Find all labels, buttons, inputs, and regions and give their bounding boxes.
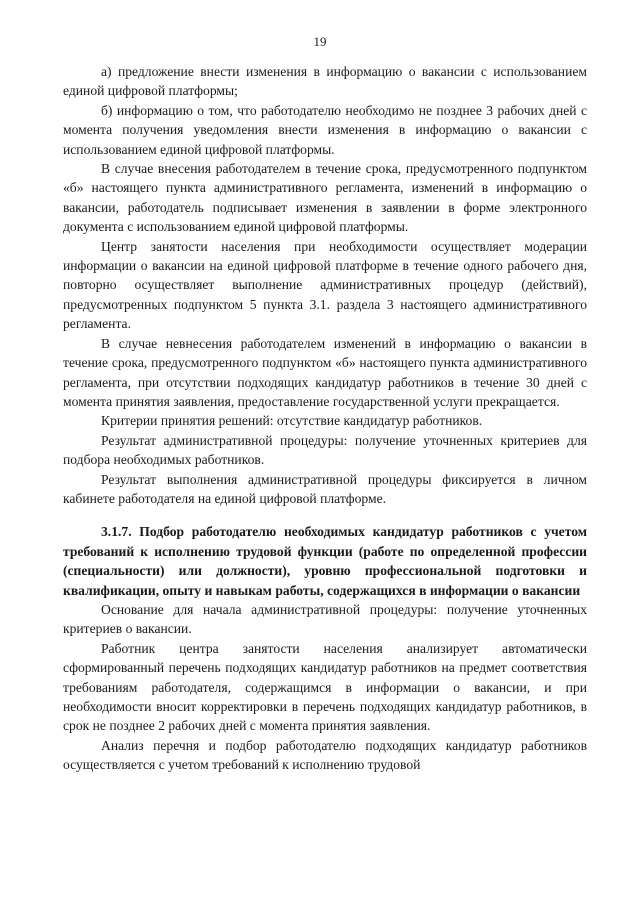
paragraph-changes-made: В случае внесения работодателем в течение срока, предусмотренного подпунктом «б» настоящего пункта административного регламента, изменений в информацию о вакансии, работодатель подписывает изменения в заявлении в форме электронного документа с использованием единой цифровой платформы. — [63, 161, 587, 235]
paragraph-moderation: Центр занятости населения при необходимости осуществляет модерации информации о вакансии на единой цифровой платформе в течение одного рабочего дня, повторно осуществляет выполнение административных процедур (действий), предусмотренных подпунктом 5 пункта 3.1. раздела 3 настоящего административного регламента. — [63, 238, 587, 332]
paragraph-procedure-result: Результат административной процедуры: получение уточненных критериев для подбора необходимых работников. — [63, 432, 587, 468]
paragraph-selection-criteria: Анализ перечня и подбор работодателю подходящих кандидатур работников осуществляется с учетом требований к исполнению трудовой — [63, 737, 587, 773]
paragraph-item-a: а) предложение внести изменения в информацию о вакансии с использованием единой цифровой платформы; — [63, 64, 587, 99]
paragraph-result-recording: Результат выполнения административной процедуры фиксируется в личном кабинете работодателя на единой цифровой платформе. — [63, 471, 587, 506]
paragraph-item-b: б) информацию о том, что работодателю необходимо не позднее 3 рабочих дней с момента получения уведомления внести изменения в информацию о вакансии с использованием единой цифровой платформы. — [63, 102, 587, 157]
section-heading: 3.1.7. Подбор работодателю необходимых кандидатур работников с учетом требований к исполнению трудовой функции (работе по определенной профессии (специальности) или должности), уровню профессиональной подготовки и квалификации, опыту и навыкам работы, содержащихся в информации о вакансии — [63, 524, 587, 598]
paragraph-candidate-analysis: Работник центра занятости населения анализирует автоматически сформированный перечень подходящих кандидатур работников на предмет соответствия требованиям работодателя, содержащимся в информации о вакансии, и при необходимости вносит корректировки в перечень подходящих кандидатур работников, в срок не позднее 2 рабочих дней с момента принятия заявления. — [63, 640, 587, 734]
paragraph-procedure-basis: Основание для начала административной процедуры: получение уточненных критериев о вакансии. — [63, 601, 587, 637]
page-number: 19 — [313, 34, 327, 49]
paragraph-decision-criteria: Критерии принятия решений: отсутствие кандидатур работников. — [101, 413, 483, 429]
paragraph-changes-not-made: В случае невнесения работодателем изменений в информацию о вакансии в течение срока, предусмотренного подпунктом «б» настоящего пункта административного регламента, при отсутствии подходящих кандидатур работников в течение 30 дней с момента принятия заявления, предоставление государственной услуги прекращается. — [63, 335, 587, 409]
document-body — [63, 62, 587, 775]
